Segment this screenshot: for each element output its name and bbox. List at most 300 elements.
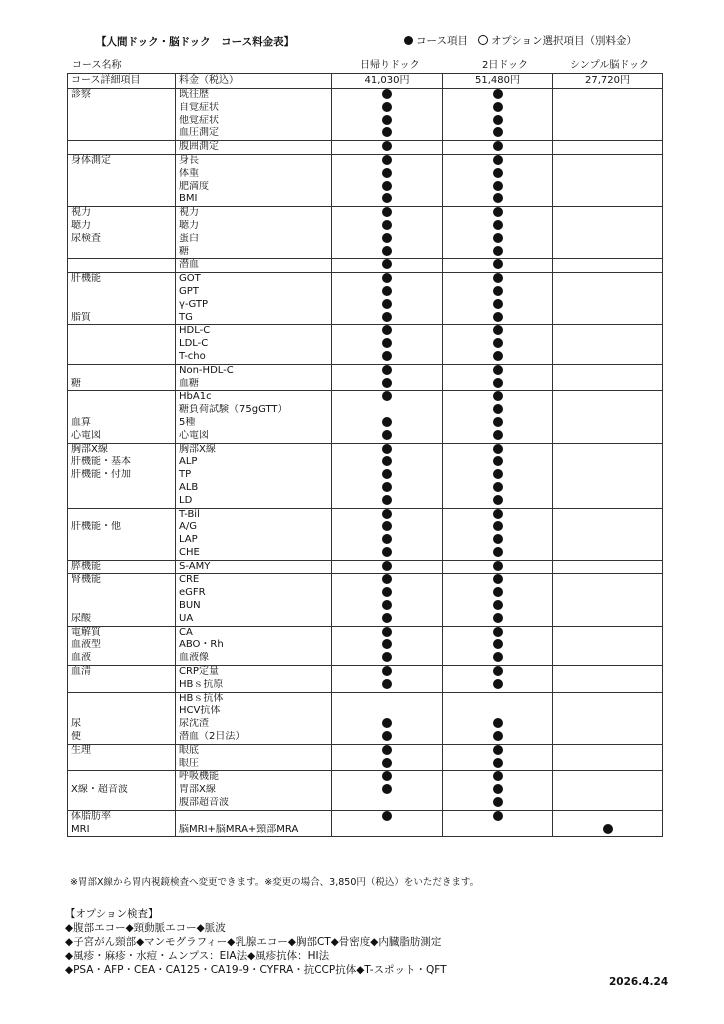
mark-day-course	[332, 207, 443, 220]
filled-circle-icon	[493, 797, 503, 807]
row-item: 既往歴	[176, 89, 332, 102]
row-item: HCV抗体	[176, 705, 332, 718]
mark-2day-course	[443, 508, 553, 521]
filled-circle-icon	[382, 115, 392, 125]
row-item: 視力	[176, 207, 332, 220]
mark-2day-course	[443, 273, 553, 286]
row-item	[176, 810, 332, 823]
row-category: 体脂肪率	[68, 810, 176, 823]
mark-day-course	[332, 771, 443, 784]
row-category	[68, 482, 176, 495]
mark-2day-course	[443, 469, 553, 482]
table-row	[68, 417, 663, 430]
filled-circle-icon	[382, 679, 392, 689]
mark-2day-course	[443, 259, 553, 273]
filled-circle-icon	[382, 652, 392, 662]
filled-circle-icon	[382, 299, 392, 309]
filled-circle-icon	[382, 547, 392, 557]
row-item: 潜血（2日法）	[176, 731, 332, 744]
filled-circle-icon	[382, 600, 392, 610]
row-item: GOT	[176, 273, 332, 286]
row-category	[68, 404, 176, 417]
row-category	[68, 259, 176, 273]
row-category: 生理	[68, 744, 176, 757]
mark-brain-course	[553, 508, 663, 521]
table-row	[68, 299, 663, 312]
table-row	[68, 521, 663, 534]
mark-2day-course	[443, 378, 553, 391]
row-item: S-AMY	[176, 560, 332, 574]
table-row	[68, 692, 663, 705]
row-category	[68, 325, 176, 338]
row-item: CHE	[176, 547, 332, 560]
filled-circle-icon	[382, 521, 392, 531]
legend-option: オプション選択項目（別料金）	[490, 35, 638, 47]
price-2day: 51,480円	[443, 74, 553, 89]
mark-brain-course	[553, 443, 663, 456]
mark-2day-course	[443, 705, 553, 718]
mark-brain-course	[553, 391, 663, 404]
mark-2day-course	[443, 574, 553, 587]
row-item: 胃部X線	[176, 784, 332, 797]
table-row	[68, 652, 663, 665]
filled-circle-icon	[382, 286, 392, 296]
mark-2day-course	[443, 220, 553, 233]
mark-day-course	[332, 810, 443, 823]
mark-day-course	[332, 286, 443, 299]
table-row	[68, 574, 663, 587]
mark-2day-course	[443, 443, 553, 456]
filled-circle-icon	[382, 482, 392, 492]
mark-brain-course	[553, 273, 663, 286]
mark-brain-course	[553, 797, 663, 810]
table-row	[68, 560, 663, 574]
filled-circle-icon	[493, 312, 503, 322]
row-item: 糖	[176, 246, 332, 259]
table-row	[68, 443, 663, 456]
row-item: 身長	[176, 154, 332, 167]
row-category: 血算	[68, 417, 176, 430]
table-row	[68, 784, 663, 797]
mark-day-course	[332, 89, 443, 102]
mark-2day-course	[443, 325, 553, 338]
row-category: 肝機能・付加	[68, 469, 176, 482]
row-item: 潜血	[176, 259, 332, 273]
mark-2day-course	[443, 626, 553, 639]
mark-2day-course	[443, 286, 553, 299]
mark-brain-course	[553, 246, 663, 259]
mark-brain-course	[553, 495, 663, 508]
row-category: 血液型	[68, 639, 176, 652]
table-row	[68, 127, 663, 140]
mark-2day-course	[443, 299, 553, 312]
mark-2day-course	[443, 587, 553, 600]
mark-day-course	[332, 666, 443, 679]
filled-circle-icon	[493, 521, 503, 531]
mark-2day-course	[443, 364, 553, 377]
filled-circle-icon	[493, 547, 503, 557]
mark-2day-course	[443, 115, 553, 128]
mark-day-course	[332, 626, 443, 639]
mark-brain-course	[553, 312, 663, 325]
mark-day-course	[332, 351, 443, 364]
row-item: 胸部X線	[176, 443, 332, 456]
mark-brain-course	[553, 652, 663, 665]
filled-circle-icon	[493, 233, 503, 243]
filled-circle-icon	[493, 679, 503, 689]
filled-circle-icon	[382, 378, 392, 388]
row-item: HBｓ抗原	[176, 679, 332, 692]
row-category	[68, 102, 176, 115]
filled-circle-icon	[493, 325, 503, 335]
table-row	[68, 824, 663, 837]
filled-circle-icon	[382, 273, 392, 283]
row-category: 心電図	[68, 430, 176, 443]
row-category: 肝機能・基本	[68, 456, 176, 469]
mark-2day-course	[443, 351, 553, 364]
filled-circle-icon	[493, 102, 503, 112]
mark-day-course	[332, 378, 443, 391]
row-category: 視力	[68, 207, 176, 220]
row-item: eGFR	[176, 587, 332, 600]
filled-circle-icon	[382, 233, 392, 243]
page-title: 【人間ドック・脳ドック コース料金表】	[96, 36, 295, 48]
row-item: 呼吸機能	[176, 771, 332, 784]
filled-circle-icon	[382, 509, 392, 519]
table-row	[68, 312, 663, 325]
row-item: A/G	[176, 521, 332, 534]
filled-circle-icon	[382, 181, 392, 191]
mark-day-course	[332, 430, 443, 443]
filled-circle-icon	[493, 351, 503, 361]
mark-brain-course	[553, 718, 663, 731]
filled-circle-icon	[382, 220, 392, 230]
mark-brain-course	[553, 286, 663, 299]
mark-brain-course	[553, 784, 663, 797]
mark-day-course	[332, 220, 443, 233]
filled-circle-icon	[382, 811, 392, 821]
table-row	[68, 626, 663, 639]
table-row	[68, 154, 663, 167]
filled-circle-icon	[493, 338, 503, 348]
price-brain: 27,720円	[553, 74, 663, 89]
mark-day-course	[332, 547, 443, 560]
course-name-2: 2日ドック	[482, 60, 528, 71]
mark-brain-course	[553, 666, 663, 679]
table-row	[68, 141, 663, 155]
row-category	[68, 286, 176, 299]
filled-circle-icon	[382, 731, 392, 741]
filled-circle-icon	[493, 181, 503, 191]
course-header	[70, 55, 662, 71]
row-item: LDL-C	[176, 338, 332, 351]
table-row	[68, 810, 663, 823]
filled-circle-icon	[382, 102, 392, 112]
row-category: 便	[68, 731, 176, 744]
mark-brain-course	[553, 613, 663, 626]
mark-brain-course	[553, 692, 663, 705]
filled-circle-icon	[382, 456, 392, 466]
table-row	[68, 679, 663, 692]
row-item: 蛋白	[176, 233, 332, 246]
table-row	[68, 771, 663, 784]
row-category: 腎機能	[68, 574, 176, 587]
mark-day-course	[332, 102, 443, 115]
table-row	[68, 338, 663, 351]
mark-brain-course	[553, 168, 663, 181]
price-day: 41,030円	[332, 74, 443, 89]
mark-2day-course	[443, 102, 553, 115]
row-item: TP	[176, 469, 332, 482]
mark-day-course	[332, 154, 443, 167]
mark-brain-course	[553, 233, 663, 246]
row-item: 他覚症状	[176, 115, 332, 128]
row-category	[68, 181, 176, 194]
filled-circle-icon	[382, 587, 392, 597]
course-name-3: シンプル脳ドック	[570, 60, 649, 71]
mark-day-course	[332, 443, 443, 456]
mark-brain-course	[553, 731, 663, 744]
filled-circle-icon	[493, 758, 503, 768]
mark-day-course	[332, 560, 443, 574]
mark-brain-course	[553, 521, 663, 534]
row-item: ALB	[176, 482, 332, 495]
mark-brain-course	[553, 758, 663, 771]
table-row	[68, 286, 663, 299]
price-row	[68, 74, 663, 89]
mark-2day-course	[443, 639, 553, 652]
table-row	[68, 102, 663, 115]
mark-brain-course	[553, 771, 663, 784]
mark-2day-course	[443, 547, 553, 560]
mark-day-course	[332, 784, 443, 797]
mark-day-course	[332, 338, 443, 351]
table-row	[68, 744, 663, 757]
mark-day-course	[332, 456, 443, 469]
mark-brain-course	[553, 141, 663, 155]
filled-circle-icon	[603, 824, 613, 834]
row-item: 腹部超音波	[176, 797, 332, 810]
price-row-category: コース詳細項目	[68, 74, 176, 89]
row-category	[68, 115, 176, 128]
row-category	[68, 692, 176, 705]
filled-circle-icon	[382, 444, 392, 454]
mark-brain-course	[553, 679, 663, 692]
mark-2day-course	[443, 534, 553, 547]
row-item: 5種	[176, 417, 332, 430]
filled-circle-icon	[382, 127, 392, 137]
filled-circle-icon	[382, 718, 392, 728]
filled-circle-icon	[493, 482, 503, 492]
table-row	[68, 613, 663, 626]
filled-circle-icon	[493, 365, 503, 375]
row-item: 血圧測定	[176, 127, 332, 140]
filled-circle-icon	[382, 639, 392, 649]
table-row	[68, 731, 663, 744]
mark-brain-course	[553, 469, 663, 482]
row-item: 血液像	[176, 652, 332, 665]
mark-2day-course	[443, 233, 553, 246]
mark-day-course	[332, 679, 443, 692]
mark-2day-course	[443, 456, 553, 469]
filled-circle-icon	[493, 444, 503, 454]
filled-circle-icon	[382, 141, 392, 151]
filled-circle-icon	[493, 666, 503, 676]
filled-circle-icon	[493, 718, 503, 728]
row-category: 脂質	[68, 312, 176, 325]
mark-2day-course	[443, 744, 553, 757]
mark-brain-course	[553, 705, 663, 718]
mark-2day-course	[443, 154, 553, 167]
filled-circle-icon	[382, 155, 392, 165]
row-category	[68, 600, 176, 613]
row-category: 肝機能	[68, 273, 176, 286]
options-line-2: ◆子宮がん頸部◆マンモグラフィー◆乳腺エコー◆胸部CT◆骨密度◆内臓脂肪測定	[65, 936, 442, 948]
mark-day-course	[332, 469, 443, 482]
row-item: Non-HDL-C	[176, 364, 332, 377]
table-row	[68, 600, 663, 613]
row-item: 脳MRI+脳MRA+頸部MRA	[176, 824, 332, 837]
row-item: LAP	[176, 534, 332, 547]
mark-brain-course	[553, 824, 663, 837]
filled-circle-icon	[493, 417, 503, 427]
mark-day-course	[332, 299, 443, 312]
mark-brain-course	[553, 325, 663, 338]
filled-circle-icon	[382, 784, 392, 794]
table-row	[68, 193, 663, 206]
row-category: 血液	[68, 652, 176, 665]
table-row	[68, 547, 663, 560]
row-item: 眼底	[176, 744, 332, 757]
row-category	[68, 338, 176, 351]
filled-circle-icon	[493, 561, 503, 571]
mark-brain-course	[553, 181, 663, 194]
filled-circle-icon	[493, 127, 503, 137]
row-item: BMI	[176, 193, 332, 206]
mark-2day-course	[443, 692, 553, 705]
row-item: 体重	[176, 168, 332, 181]
table-row	[68, 705, 663, 718]
table-row	[68, 259, 663, 273]
table-row	[68, 456, 663, 469]
options-title: 【オプション検査】	[65, 908, 159, 920]
mark-day-course	[332, 417, 443, 430]
mark-2day-course	[443, 312, 553, 325]
row-item: 肥満度	[176, 181, 332, 194]
mark-brain-course	[553, 127, 663, 140]
filled-circle-icon	[382, 534, 392, 544]
mark-day-course	[332, 824, 443, 837]
mark-brain-course	[553, 626, 663, 639]
row-category	[68, 299, 176, 312]
table-row	[68, 404, 663, 417]
row-item: BUN	[176, 600, 332, 613]
row-category: 尿酸	[68, 613, 176, 626]
filled-circle-icon	[493, 115, 503, 125]
table-row	[68, 220, 663, 233]
filled-circle-icon	[382, 89, 392, 99]
filled-circle-icon	[493, 259, 503, 269]
row-item: 尿沈渣	[176, 718, 332, 731]
mark-brain-course	[553, 534, 663, 547]
table-row	[68, 758, 663, 771]
filled-circle-icon	[493, 378, 503, 388]
mark-2day-course	[443, 758, 553, 771]
mark-day-course	[332, 404, 443, 417]
filled-circle-icon	[493, 745, 503, 755]
row-category: 膵機能	[68, 560, 176, 574]
row-item: 腹囲測定	[176, 141, 332, 155]
table-row	[68, 639, 663, 652]
filled-circle-icon	[382, 417, 392, 427]
options-line-4: ◆PSA・AFP・CEA・CA125・CA19-9・CYFRA・抗CCP抗体◆T-スポット・QFT	[65, 964, 447, 976]
filled-circle-icon	[382, 259, 392, 269]
empty-circle-icon	[478, 35, 488, 45]
table-row	[68, 534, 663, 547]
row-item: HDL-C	[176, 325, 332, 338]
row-item: T-cho	[176, 351, 332, 364]
mark-brain-course	[553, 417, 663, 430]
table-row	[68, 168, 663, 181]
mark-2day-course	[443, 417, 553, 430]
filled-circle-icon	[382, 574, 392, 584]
filled-circle-icon	[382, 351, 392, 361]
filled-circle-icon	[493, 574, 503, 584]
row-category: 診察	[68, 89, 176, 102]
mark-2day-course	[443, 482, 553, 495]
filled-circle-icon	[382, 495, 392, 505]
row-category: MRI	[68, 824, 176, 837]
row-category: 血清	[68, 666, 176, 679]
row-item: 自覚症状	[176, 102, 332, 115]
mark-brain-course	[553, 207, 663, 220]
filled-circle-icon	[382, 365, 392, 375]
mark-2day-course	[443, 141, 553, 155]
mark-2day-course	[443, 679, 553, 692]
mark-day-course	[332, 587, 443, 600]
mark-day-course	[332, 246, 443, 259]
filled-circle-icon	[493, 155, 503, 165]
table-row	[68, 378, 663, 391]
row-category	[68, 141, 176, 155]
row-category	[68, 587, 176, 600]
mark-brain-course	[553, 482, 663, 495]
mark-day-course	[332, 168, 443, 181]
row-item: T-Bil	[176, 508, 332, 521]
row-category: 尿	[68, 718, 176, 731]
row-category	[68, 771, 176, 784]
filled-circle-icon	[493, 495, 503, 505]
mark-day-course	[332, 391, 443, 404]
mark-brain-course	[553, 456, 663, 469]
filled-circle-icon	[382, 469, 392, 479]
filled-circle-icon	[382, 745, 392, 755]
filled-circle-icon	[382, 430, 392, 440]
course-label: コース名称	[72, 60, 122, 71]
mark-brain-course	[553, 299, 663, 312]
mark-2day-course	[443, 430, 553, 443]
row-category	[68, 391, 176, 404]
row-category	[68, 679, 176, 692]
row-category	[68, 495, 176, 508]
row-category	[68, 364, 176, 377]
table-row	[68, 508, 663, 521]
mark-brain-course	[553, 404, 663, 417]
mark-2day-course	[443, 666, 553, 679]
mark-day-course	[332, 705, 443, 718]
mark-day-course	[332, 273, 443, 286]
mark-brain-course	[553, 193, 663, 206]
